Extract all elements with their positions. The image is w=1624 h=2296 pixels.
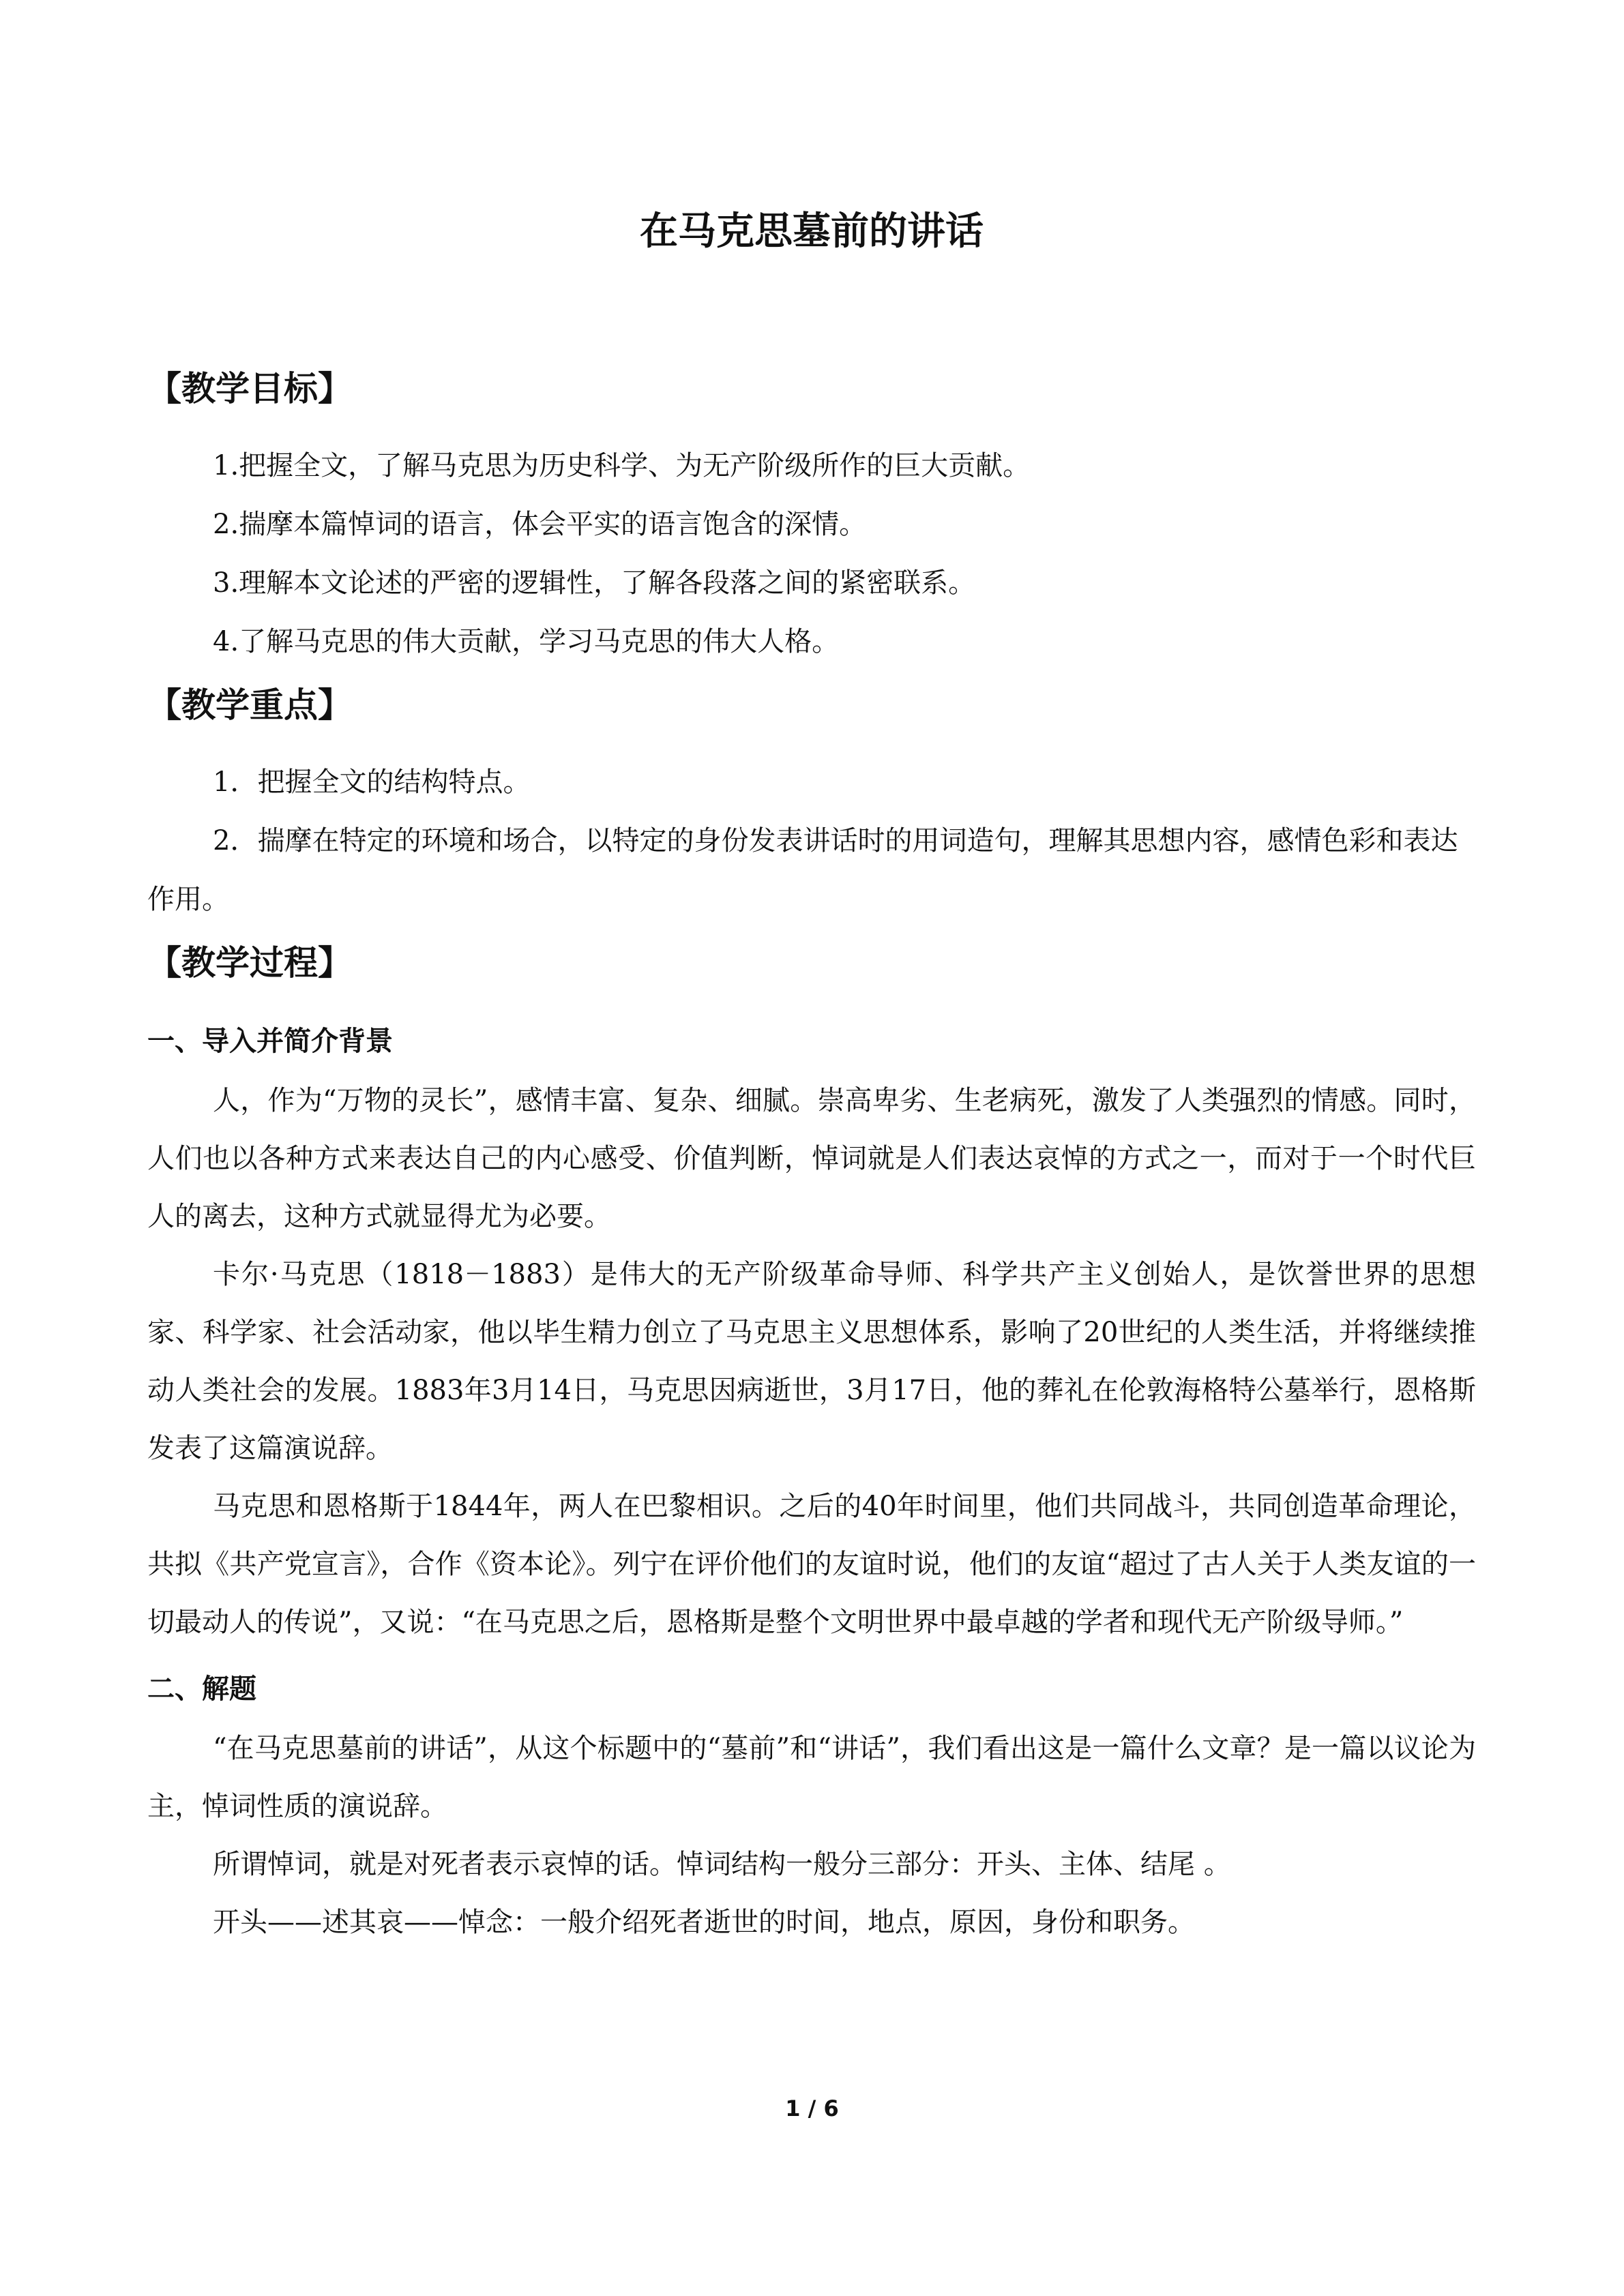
objectives-heading: 【教学目标】 bbox=[147, 369, 352, 408]
paragraph: 开头——述其哀——悼念：一般介绍死者逝世的时间，地点，原因，身份和职务。 bbox=[213, 1907, 1195, 1938]
paragraph: 所谓悼词，就是对死者表示哀悼的话。悼词结构一般分三部分：开头、主体、结尾 。 bbox=[213, 1849, 1231, 1880]
paragraph: 马克思和恩格斯于1844年，两人在巴黎相识。之后的40年时间里，他们共同战斗，共同创造革命理论，共拟《共产党宣言》，合作《资本论》。列宁在评价他们的友谊时说，他们的友谊“超过了古人关于人类友谊的一切最动人的传说”，又说：“在马克思之后，恩格斯是整个文明世界中最卓越的学者和现代无产阶级导师。” bbox=[147, 1491, 1476, 1638]
page-number: 1 / 6 bbox=[785, 2096, 839, 2121]
key-points-list bbox=[147, 753, 1476, 929]
paragraph: “在马克思墓前的讲话”，从这个标题中的“墓前”和“讲话”，我们看出这是一篇什么文章？是一篇以议论为主，悼词性质的演说辞。 bbox=[147, 1733, 1476, 1822]
list-item: 1．把握全文的结构特点。 bbox=[213, 766, 531, 798]
list-item: 4.了解马克思的伟大贡献，学习马克思的伟大人格。 bbox=[213, 626, 840, 657]
list-item: 2．揣摩在特定的环境和场合，以特定的身份发表讲话时的用词造句，理解其思想内容，感情色彩和表达作用。 bbox=[147, 825, 1458, 915]
list-item: 1.把握全文，了解马克思为历史科学、为无产阶级所作的巨大贡献。 bbox=[213, 450, 1031, 481]
section-heading-title-analysis: 二、解题 bbox=[147, 1673, 256, 1705]
page-content bbox=[147, 205, 1476, 1952]
process-heading: 【教学过程】 bbox=[147, 943, 352, 983]
key-points-heading: 【教学重点】 bbox=[147, 685, 352, 725]
list-item: 2.揣摩本篇悼词的语言，体会平实的语言饱含的深情。 bbox=[213, 509, 867, 540]
paragraph: 人，作为“万物的灵长”，感情丰富、复杂、细腻。崇高卑劣、生老病死，激发了人类强烈的情感。同时，人们也以各种方式来表达自己的内心感受、价值判断，悼词就是人们表达哀悼的方式之一，而对于一个时代巨人的离去，这种方式就显得尤为必要。 bbox=[147, 1085, 1476, 1232]
objectives-list bbox=[147, 436, 1476, 671]
page-title: 在马克思墓前的讲话 bbox=[640, 209, 984, 254]
section-heading-intro: 一、导入并简介背景 bbox=[147, 1026, 393, 1057]
list-item: 3.理解本文论述的严密的逻辑性，了解各段落之间的紧密联系。 bbox=[213, 567, 976, 599]
paragraph: 卡尔·马克思（1818－1883）是伟大的无产阶级革命导师、科学共产主义创始人，是饮誉世界的思想家、科学家、社会活动家，他以毕生精力创立了马克思主义思想体系，影响了20世纪的人类生活，并将继续推动人类社会的发展。1883年3月14日，马克思因病逝世，3月17日，他的葬礼在伦敦海格特公墓举行，恩格斯发表了这篇演说辞。 bbox=[147, 1259, 1476, 1464]
